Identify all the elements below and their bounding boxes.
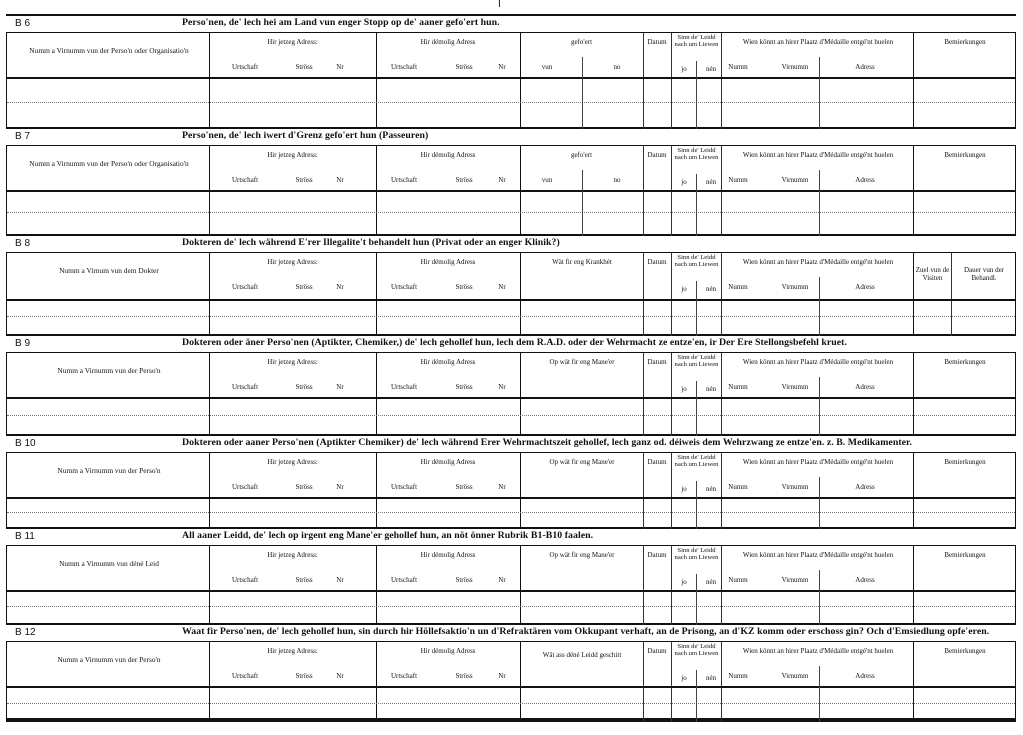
subheader-number: Nr xyxy=(498,176,506,184)
column-header-what: Op wät fir eng Mane'er xyxy=(549,551,615,559)
subheader-to: no xyxy=(613,176,621,184)
header-bottom-rule xyxy=(7,397,1015,399)
column-divider xyxy=(209,33,210,129)
column-header-name: Numm a Virnumm vun der Perso'n oder Organisatio'n xyxy=(29,46,189,55)
subcolumn-divider xyxy=(819,477,820,529)
section-title: Perso'nen, de' lech hei am Land vun enger Stopp op de' aaner gefo'ert hun. xyxy=(182,17,500,28)
column-header-former-address: Hir démolig Adress xyxy=(420,647,476,655)
subcolumn-divider xyxy=(696,174,697,236)
section-title-bar xyxy=(6,529,1016,546)
subheader-no: nén xyxy=(705,285,717,293)
subheader-locality: Urtschaft xyxy=(390,483,418,491)
section-code: B 9 xyxy=(15,338,31,349)
column-header-date: Datum xyxy=(647,258,667,266)
section-table xyxy=(6,353,1016,436)
section-table xyxy=(6,453,1016,529)
subheader-surname: Numm xyxy=(728,576,748,584)
section-title-bar xyxy=(6,129,1016,146)
entry-line xyxy=(7,212,1015,213)
subheader-no: nén xyxy=(705,578,717,586)
section-table xyxy=(6,546,1016,625)
column-header-alive: Sinn de' Leidd nach um Liewen xyxy=(674,147,719,162)
column-divider xyxy=(913,253,914,336)
subheader-number: Nr xyxy=(498,383,506,391)
subheader-surname: Numm xyxy=(728,483,748,491)
section-table xyxy=(6,33,1016,129)
section-b10 xyxy=(6,436,1016,529)
subheader-address: Adress xyxy=(855,672,875,680)
entry-line xyxy=(7,703,1015,704)
subheader-locality: Urtschaft xyxy=(231,672,259,680)
column-header-date: Datum xyxy=(647,647,667,655)
subcolumn-divider xyxy=(819,170,820,236)
subheader-street: Ströss xyxy=(455,176,473,184)
column-divider xyxy=(951,253,952,336)
subcolumn-divider xyxy=(582,170,583,236)
column-divider xyxy=(520,453,521,529)
subheader-number: Nr xyxy=(336,672,344,680)
subheader-street: Ströss xyxy=(455,383,473,391)
subcolumn-divider xyxy=(696,670,697,722)
subcolumn-divider xyxy=(819,666,820,722)
column-header-remarks: Bemierkungen xyxy=(944,358,986,366)
header-bottom-rule xyxy=(7,590,1015,592)
subheader-locality: Urtschaft xyxy=(231,63,259,71)
section-code: B 7 xyxy=(15,131,31,142)
subheader-locality: Urtschaft xyxy=(390,283,418,291)
subheader-firstname: Virnumm xyxy=(781,576,809,584)
column-divider xyxy=(520,33,521,129)
subheader-locality: Urtschaft xyxy=(390,383,418,391)
subcolumn-divider xyxy=(696,381,697,436)
section-b8 xyxy=(6,236,1016,336)
column-divider xyxy=(721,453,722,529)
column-header-remarks: Bemierkungen xyxy=(944,38,986,46)
page-top-mark: I xyxy=(498,0,501,10)
subheader-number: Nr xyxy=(336,483,344,491)
subheader-locality: Urtschaft xyxy=(231,283,259,291)
column-header-former-address: Hir démolig Adress xyxy=(420,551,476,559)
subheader-from: vun xyxy=(541,63,553,71)
subheader-yes: jo xyxy=(681,385,687,393)
subheader-street: Ströss xyxy=(455,672,473,680)
subcolumn-divider xyxy=(696,281,697,336)
subheader-firstname: Virnumm xyxy=(781,672,809,680)
subheader-firstname: Virnumm xyxy=(781,383,809,391)
subheader-address: Adress xyxy=(855,283,875,291)
column-header-what: Op wät fir eng Mane'er xyxy=(549,358,615,366)
column-header-medal: Wien könnt an hirer Plaatz d'Médaille entgé'nt huelen xyxy=(742,551,894,559)
section-code: B 10 xyxy=(15,438,36,449)
section-code: B 11 xyxy=(15,531,35,542)
section-code: B 8 xyxy=(15,238,31,249)
column-header-former-address: Hir démolig Adress xyxy=(420,151,476,159)
header-bottom-rule xyxy=(7,190,1015,192)
section-b7 xyxy=(6,129,1016,236)
form-sheet xyxy=(6,14,1016,720)
subheader-number: Nr xyxy=(336,576,344,584)
column-header-alive: Sinn de' Leidd nach um Liewen xyxy=(674,254,719,269)
section-code: B 6 xyxy=(15,18,31,29)
section-table xyxy=(6,146,1016,236)
section-title-bar xyxy=(6,436,1016,453)
subheader-yes: jo xyxy=(681,674,687,682)
column-header-date: Datum xyxy=(647,358,667,366)
column-header-current-address: Hir jetzeg Adress: xyxy=(267,151,318,159)
subheader-street: Ströss xyxy=(295,63,313,71)
column-header-medal: Wien könnt an hirer Plaatz d'Médaille entgé'nt huelen xyxy=(742,458,894,466)
column-header-current-address: Hir jetzeg Adress: xyxy=(267,647,318,655)
section-title-bar xyxy=(6,625,1016,642)
subheader-street: Ströss xyxy=(455,483,473,491)
column-header-alive: Sinn de' Leidd nach um Liewen xyxy=(674,547,719,562)
column-header-date: Datum xyxy=(647,551,667,559)
subheader-street: Ströss xyxy=(295,576,313,584)
column-header-medal: Wien könnt an hirer Plaatz d'Médaille entgé'nt huelen xyxy=(742,647,894,655)
subheader-street: Ströss xyxy=(295,283,313,291)
column-divider xyxy=(376,33,377,129)
subheader-locality: Urtschaft xyxy=(231,176,259,184)
subcolumn-divider xyxy=(696,61,697,129)
subheader-yes: jo xyxy=(681,485,687,493)
column-divider xyxy=(721,253,722,336)
entry-line xyxy=(7,512,1015,513)
subheader-address: Adress xyxy=(855,576,875,584)
subcolumn-divider xyxy=(696,574,697,625)
section-title: Waat fir Perso'nen, de' lech gehollef hun, sin durch hir Höllefsaktio'n un d'Refraktären vom Okkupant verhaft, an de Prisong, an d'KZ komm oder erschoss gin? Och d'Emsiedlung opfe'eren. xyxy=(182,626,990,637)
subheader-surname: Numm xyxy=(728,176,748,184)
section-title-bar xyxy=(6,16,1016,33)
subcolumn-divider xyxy=(696,481,697,529)
subheader-address: Adress xyxy=(855,176,875,184)
subheader-street: Ströss xyxy=(455,283,473,291)
column-divider xyxy=(721,546,722,625)
subheader-street: Ströss xyxy=(455,63,473,71)
column-header-former-address: Hir démolig Adress xyxy=(420,258,476,266)
subcolumn-divider xyxy=(819,57,820,129)
subheader-number: Nr xyxy=(498,576,506,584)
subcolumn-divider xyxy=(582,57,583,129)
column-header-medal: Wien könnt an hirer Plaatz d'Médaille entgé'nt huelen xyxy=(742,258,894,266)
subheader-number: Nr xyxy=(498,483,506,491)
column-header-what: Wät ass déné Leidd geschitt xyxy=(542,651,622,659)
subheader-number: Nr xyxy=(336,383,344,391)
column-header-current-address: Hir jetzeg Adress: xyxy=(267,358,318,366)
subheader-no: nén xyxy=(705,65,717,73)
subheader-no: nén xyxy=(705,674,717,682)
subheader-address: Adress xyxy=(855,383,875,391)
column-header-alive: Sinn de' Leidd nach um Liewen xyxy=(674,354,719,369)
subheader-yes: jo xyxy=(681,578,687,586)
section-title: Dokteren oder aaner Perso'nen (Aptikter Chemiker) de' lech während Erer Wehrmachtszeit gehollef, lech ganz od. déiweis dem Wehrzwang ze entze'en. z. B. Medikamenter. xyxy=(182,437,913,448)
header-bottom-rule xyxy=(7,299,1015,301)
subheader-number: Nr xyxy=(498,63,506,71)
column-header-visits: Zuel vun de Visiten xyxy=(915,266,950,282)
column-header-name: Numm a Virnumm vun der Perso'n xyxy=(57,466,161,475)
section-title-bar xyxy=(6,336,1016,353)
column-header-remarks: Bemierkungen xyxy=(944,647,986,655)
column-divider xyxy=(721,642,722,722)
subcolumn-divider xyxy=(819,277,820,336)
subheader-firstname: Virnumm xyxy=(781,283,809,291)
column-header-current-address: Hir jetzeg Adress: xyxy=(267,458,318,466)
column-header-medal: Wien könnt an hirer Plaatz d'Médaille entgé'nt huelen xyxy=(742,358,894,366)
subheader-no: nén xyxy=(705,385,717,393)
column-header-current-address: Hir jetzeg Adress: xyxy=(267,551,318,559)
subheader-locality: Urtschaft xyxy=(231,383,259,391)
subheader-from: vun xyxy=(541,176,553,184)
column-header-medal: Wien könnt an hirer Plaatz d'Médaille entgé'nt huelen xyxy=(742,151,894,159)
subheader-surname: Numm xyxy=(728,383,748,391)
subheader-yes: jo xyxy=(681,65,687,73)
subheader-locality: Urtschaft xyxy=(390,576,418,584)
subheader-number: Nr xyxy=(498,672,506,680)
subheader-number: Nr xyxy=(336,63,344,71)
column-divider xyxy=(913,33,914,129)
column-header-current-address: Hir jetzeg Adress: xyxy=(267,38,318,46)
subheader-no: nén xyxy=(705,178,717,186)
subheader-locality: Urtschaft xyxy=(231,483,259,491)
subheader-number: Nr xyxy=(498,283,506,291)
column-header-medal: Wien könnt an hirer Plaatz d'Médaille entgé'nt huelen xyxy=(742,38,894,46)
column-header-former-address: Hir démolig Adress xyxy=(420,358,476,366)
column-header-former-address: Hir démolig Adress xyxy=(420,458,476,466)
subheader-to: no xyxy=(613,63,621,71)
subheader-locality: Urtschaft xyxy=(231,576,259,584)
subheader-number: Nr xyxy=(336,283,344,291)
header-bottom-rule xyxy=(7,497,1015,499)
subheader-number: Nr xyxy=(336,176,344,184)
subheader-street: Ströss xyxy=(455,576,473,584)
section-b12 xyxy=(6,625,1016,722)
column-header-name: Numm a Virnumm vun der Perso'n xyxy=(57,655,161,664)
subheader-firstname: Virnumm xyxy=(781,63,809,71)
section-title: Dokteren de' lech während E'rer Illegalite't behandelt hun (Privat oder an enger Klinik?) xyxy=(182,237,560,248)
column-divider xyxy=(520,642,521,722)
section-title: Perso'nen, de' lech iwert d'Grenz gefo'ert hun (Passeuren) xyxy=(182,130,429,141)
column-divider xyxy=(520,353,521,436)
subheader-yes: jo xyxy=(681,178,687,186)
column-divider xyxy=(721,353,722,436)
subheader-locality: Urtschaft xyxy=(390,672,418,680)
subheader-street: Ströss xyxy=(295,176,313,184)
section-b9 xyxy=(6,336,1016,436)
column-header-date: Datum xyxy=(647,38,667,46)
column-header-remarks: Bemierkungen xyxy=(944,458,986,466)
section-b6 xyxy=(6,16,1016,129)
column-header-alive: Sinn de' Leidd nach um Liewen xyxy=(674,643,719,658)
column-header-name: Numm a Virnum vun dem Dokter xyxy=(59,266,159,275)
section-code: B 12 xyxy=(15,627,36,638)
column-header-remarks: Bemierkungen xyxy=(944,151,986,159)
entry-line xyxy=(7,606,1015,607)
column-header-name: Numm a Virnumm vun der Perso'n xyxy=(57,366,161,375)
subheader-firstname: Virnumm xyxy=(781,483,809,491)
section-title: All aaner Leidd, de' lech op irgent eng Mane'er gehollef hun, an nöt önner Rubrik B1-B10 faalen. xyxy=(182,530,594,541)
subcolumn-divider xyxy=(819,377,820,436)
subheader-locality: Urtschaft xyxy=(390,176,418,184)
column-header-transported: gefo'ert xyxy=(570,151,593,159)
column-header-date: Datum xyxy=(647,151,667,159)
column-header-what: Wät fir eng Krankhét xyxy=(552,258,612,266)
section-table xyxy=(6,253,1016,336)
subheader-no: nén xyxy=(705,485,717,493)
column-header-date: Datum xyxy=(647,458,667,466)
subheader-address: Adress xyxy=(855,63,875,71)
column-header-what: Op wät fir eng Mane'er xyxy=(549,458,615,466)
subheader-surname: Numm xyxy=(728,283,748,291)
column-header-remarks: Bemierkungen xyxy=(944,551,986,559)
column-header-alive: Sinn de' Leidd nach um Liewen xyxy=(674,454,719,469)
subheader-firstname: Virnumm xyxy=(781,176,809,184)
section-title-bar xyxy=(6,236,1016,253)
entry-line xyxy=(7,316,1015,317)
column-divider xyxy=(520,546,521,625)
subheader-surname: Numm xyxy=(728,672,748,680)
subheader-address: Adress xyxy=(855,483,875,491)
section-table xyxy=(6,642,1016,722)
section-title: Dokteren oder äner Perso'nen (Aptikter, Chemiker,) de' lech gehollef hun, lech dem R.A.D. oder der Wehrmacht ze entze'en, ir Der Ere Stellongsbefehl kruet. xyxy=(182,337,847,348)
column-divider xyxy=(643,33,644,129)
entry-line xyxy=(7,102,1015,103)
column-divider xyxy=(721,33,722,129)
subheader-street: Ströss xyxy=(295,383,313,391)
column-header-name: Numm a Virnumm vun déné Leid xyxy=(59,559,159,568)
header-bottom-rule xyxy=(7,77,1015,79)
column-header-current-address: Hir jetzeg Adress: xyxy=(267,258,318,266)
subheader-surname: Numm xyxy=(728,63,748,71)
subheader-locality: Urtschaft xyxy=(390,63,418,71)
subcolumn-divider xyxy=(819,570,820,625)
subheader-street: Ströss xyxy=(295,483,313,491)
column-header-duration: Dauer vun der Behandl. xyxy=(963,266,1005,282)
header-bottom-rule xyxy=(7,686,1015,688)
column-header-transported: gefo'ert xyxy=(570,38,593,46)
column-divider xyxy=(520,253,521,336)
entry-line xyxy=(7,415,1015,416)
column-header-former-address: Hir démolig Adress xyxy=(420,38,476,46)
column-header-alive: Sinn de' Leidd nach um Liewen xyxy=(674,34,719,49)
column-header-name: Numm a Virnumm vun der Perso'n oder Organisatio'n xyxy=(29,159,189,168)
section-b11 xyxy=(6,529,1016,625)
subheader-yes: jo xyxy=(681,285,687,293)
subheader-street: Ströss xyxy=(295,672,313,680)
